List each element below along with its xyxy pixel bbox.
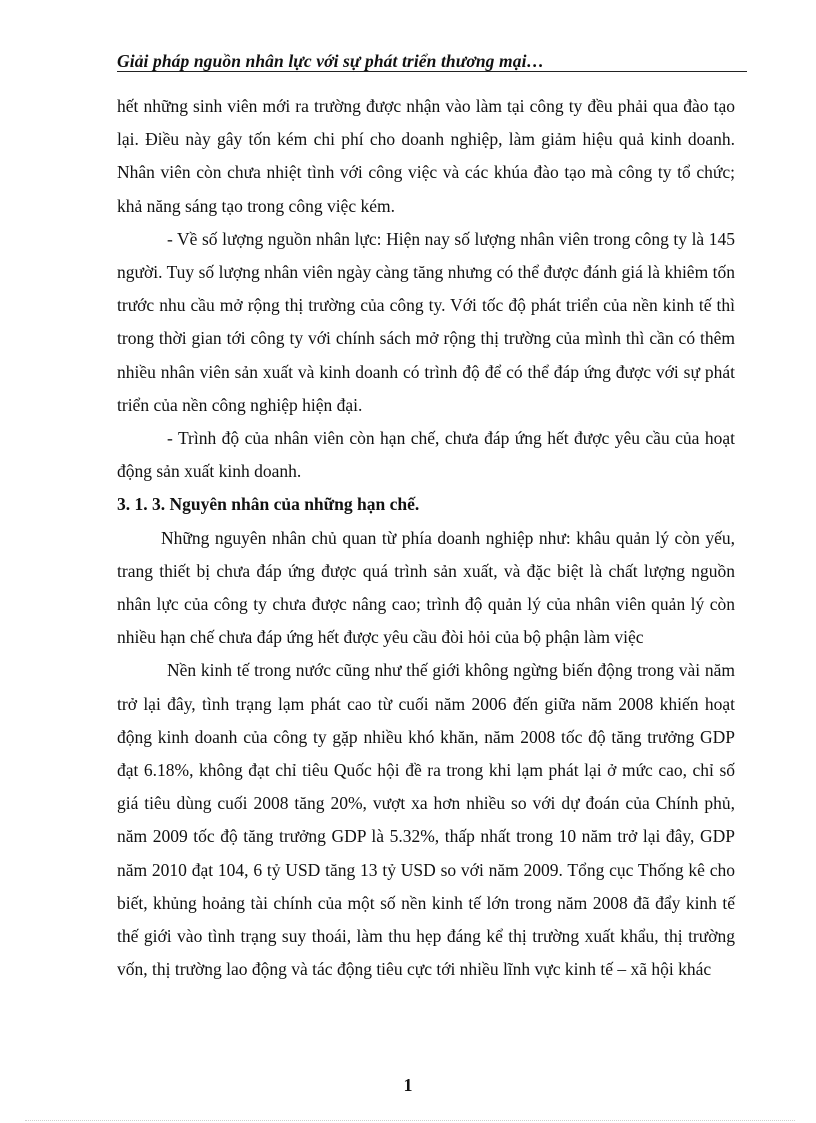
running-header: Giải pháp nguồn nhân lực với sự phát triển thương mại…	[117, 51, 545, 71]
page-number: 1	[403, 1075, 413, 1095]
document-body	[117, 90, 735, 986]
paragraph-staff-qualification: - Trình độ của nhân viên còn hạn chế, chưa đáp ứng hết được yêu cầu của hoạt động sản xuất kinh doanh.	[117, 428, 735, 482]
section-heading: 3. 1. 3. Nguyên nhân của những hạn chế.	[117, 494, 420, 515]
page-bottom-rule	[25, 1120, 795, 1121]
header-rule	[117, 71, 747, 72]
paragraph-continuation: hết những sinh viên mới ra trường được nhận vào làm tại công ty đều phải qua đào tạo lại. Điều này gây tốn kém chi phí cho doanh nghiệp, làm giảm hiệu quả kinh doanh. Nhân viên còn chưa nhiệt tình với công việc và các khúa đào tạo mà công ty tổ chức; khả năng sáng tạo trong công việc kém.	[117, 96, 735, 216]
paragraph-causes: Những nguyên nhân chủ quan từ phía doanh nghiệp như: khâu quản lý còn yếu, trang thiết bị chưa đáp ứng được quá trình sản xuất, và đặc biệt là chất lượng nguồn nhân lực của công ty chưa được nâng cao; trình độ quản lý của nhân viên quản lý còn nhiều hạn chế chưa đáp ứng hết được yêu cầu đòi hỏi của bộ phận làm việc	[117, 527, 735, 648]
paragraph-economy: Nền kinh tế trong nước cũng như thế giới không ngừng biến động trong vài năm trở lại đây, tình trạng lạm phát cao từ cuối năm 2006 đến giữa năm 2008 khiến hoạt động kinh doanh của công ty gặp nhiều khó khăn, năm 2008 tốc độ tăng trưởng GDP đạt 6.18%, không đạt chỉ tiêu Quốc hội đề ra trong khi lạm phát lại ở mức cao, chỉ số giá tiêu dùng cuối 2008 tăng 20%, vượt xa hơn nhiều so với dự đoán của Chính phủ, năm 2009 tốc độ tăng trưởng GDP là 5.32%, thấp nhất trong 10 năm trở lại đây, GDP năm 2010 đạt 104, 6 tỷ USD tăng 13 tỷ USD so với năm 2009. Tổng cục Thống kê cho biết, khủng hoảng tài chính của một số nền kinh tế lớn trong năm 2008 đã đẩy kinh tế thế giới vào tình trạng suy thoái, làm thu hẹp đáng kể thị trường xuất khẩu, thị trường vốn, thị trường lao động và tác động tiêu cực tới nhiều lĩnh vực kinh tế – xã hội khác	[117, 660, 735, 980]
paragraph-staff-quantity: - Về số lượng nguồn nhân lực: Hiện nay số lượng nhân viên trong công ty là 145 người. Tuy số lượng nhân viên ngày càng tăng nhưng có thể được đánh giá là khiêm tốn trước nhu cầu mở rộng thị trường của công ty. Với tốc độ phát triển của nền kinh tế thì trong thời gian tới công ty với chính sách mở rộng thị trường của mình thì cần có thêm nhiều nhân viên sản xuất và kinh doanh có trình độ để có thể đáp ứng được với sự phát triển của nền công nghiệp hiện đại.	[117, 228, 735, 415]
